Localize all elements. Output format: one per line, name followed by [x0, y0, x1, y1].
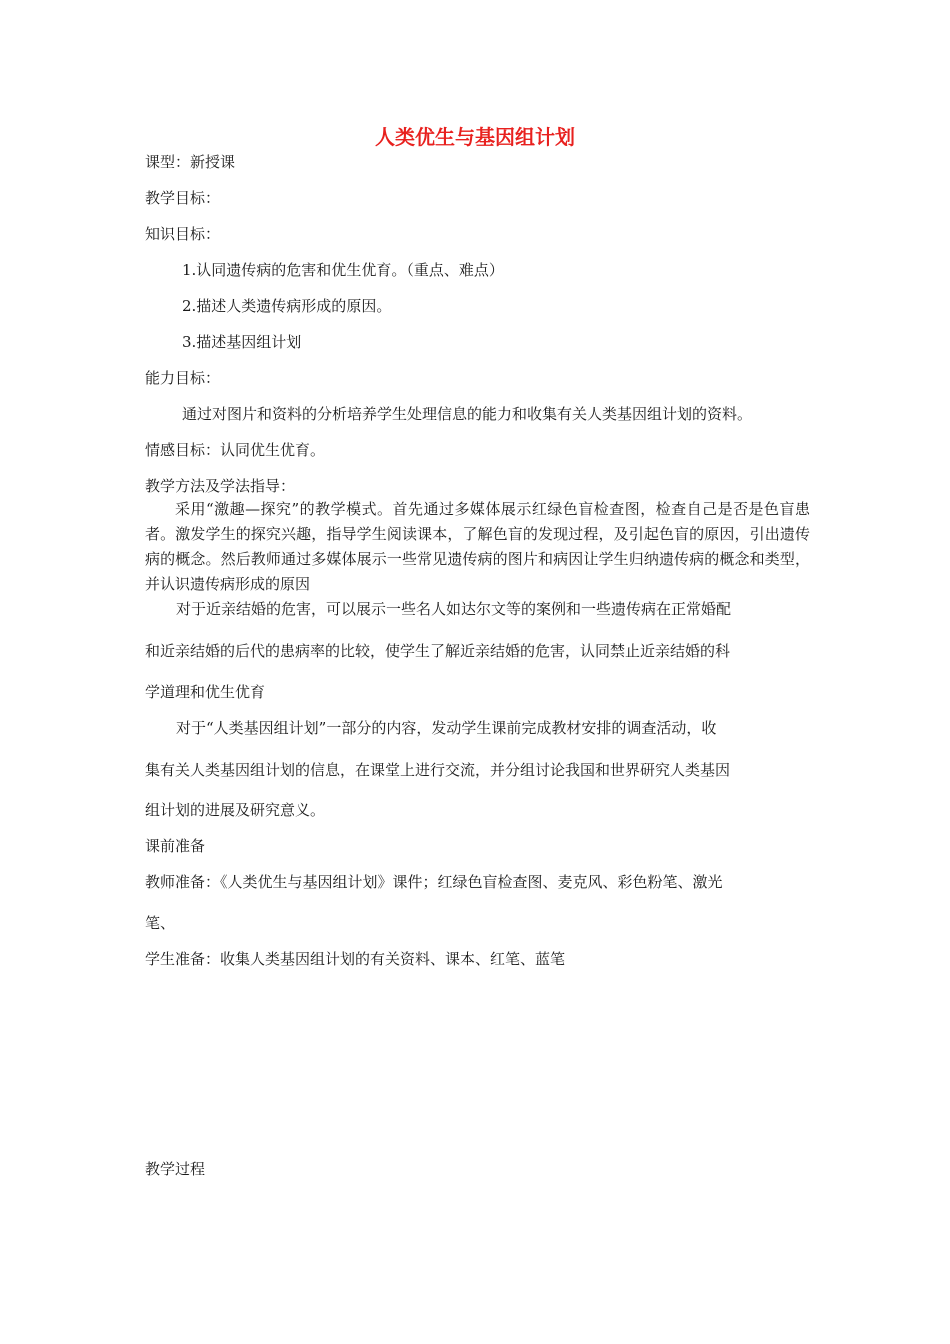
genome-line-2: 集有关人类基因组计划的信息，在课堂上进行交流，并分组讨论我国和世界研究人类基因: [145, 761, 731, 779]
knowledge-goal-1: 1.认同遗传病的危害和优生优育。（重点、难点）: [182, 261, 504, 279]
ability-goals-heading: 能力目标：: [145, 369, 221, 387]
prep-heading: 课前准备: [145, 837, 206, 855]
consanguinity-line-3: 学道理和优生优育: [145, 683, 266, 701]
knowledge-goal-2: 2.描述人类遗传病形成的原因。: [182, 297, 392, 315]
teaching-goals-heading: 教学目标：: [145, 189, 221, 207]
teacher-prep-line-2: 笔、: [145, 914, 176, 932]
methods-heading: 教学方法及学法指导：: [145, 477, 296, 495]
genome-line-1: 对于“人类基因组计划”一部分的内容，发动学生课前完成教材安排的调查活动，收: [176, 719, 717, 737]
knowledge-goal-3: 3.描述基因组计划: [182, 333, 302, 351]
methods-paragraph: 采用“激趣—探究”的教学模式。首先通过多媒体展示红绿色盲检查图，检查自己是否是色盲患者。激发学生的探究兴趣，指导学生阅读课本，了解色盲的发现过程，及引起色盲的原因，引出遗传病的概念。然后教师通过多媒体展示一些常见遗传病的图片和病因让学生归纳遗传病的概念和类型，并认识遗传病形成的原因: [145, 500, 810, 593]
student-prep: 学生准备：收集人类基因组计划的有关资料、课本、红笔、蓝笔: [145, 950, 566, 968]
teacher-prep-line-1: 教师准备：《人类优生与基因组计划》课件；红绿色盲检查图、麦克风、彩色粉笔、激光: [145, 873, 723, 891]
consanguinity-line-2: 和近亲结婚的后代的患病率的比较，使学生了解近亲结婚的危害，认同禁止近亲结婚的科: [145, 642, 731, 660]
course-type: 课型：新授课: [145, 153, 236, 171]
ability-goals-text: 通过对图片和资料的分析培养学生处理信息的能力和收集有关人类基因组计划的资料。: [182, 405, 753, 423]
emotion-goals: 情感目标：认同优生优育。: [145, 441, 326, 459]
document-title: 人类优生与基因组计划: [375, 125, 575, 149]
process-heading: 教学过程: [145, 1160, 206, 1178]
knowledge-goals-heading: 知识目标：: [145, 225, 221, 243]
consanguinity-line-1: 对于近亲结婚的危害，可以展示一些名人如达尔文等的案例和一些遗传病在正常婚配: [176, 600, 732, 618]
genome-line-3: 组计划的进展及研究意义。: [145, 801, 326, 819]
